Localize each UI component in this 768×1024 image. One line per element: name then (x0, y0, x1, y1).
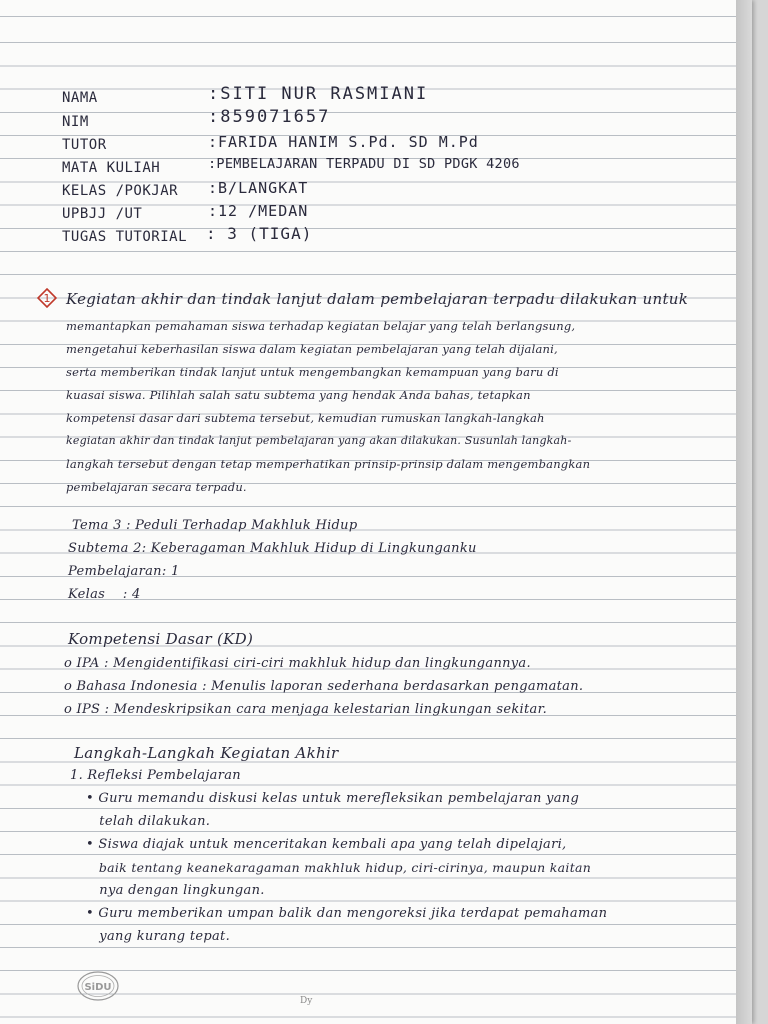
sidu-logo (76, 970, 120, 1002)
header-value-kelas-pokjar: :B/LANGKAT (208, 179, 309, 197)
question-line-2: memantapkan pemahaman siswa terhadap kegiatan belajar yang telah berlangsung, (66, 319, 576, 333)
header-value-tugas: : 3 (TIGA) (206, 224, 313, 243)
question-number-badge-icon (37, 288, 57, 308)
step-line-3: • Siswa diajak untuk menceritakan kembali apa yang telah dipelajari, (86, 837, 567, 852)
kd-item-ips: o IPS : Mendeskripsikan cara menjaga kelestarian lingkungan sekitar. (64, 702, 548, 717)
steps-title: Langkah-Langkah Kegiatan Akhir (74, 744, 339, 762)
header-label-kelas-pokjar: KELAS /POKJAR (62, 183, 179, 199)
question-line-5: kuasai siswa. Pilihlah salah satu subtema yang hendak Anda bahas, tetapkan (66, 388, 531, 402)
step-line-2: telah dilakukan. (86, 814, 211, 829)
header-label-nim: NIM (62, 114, 89, 130)
step-line-1: • Guru memandu diskusi kelas untuk merefleksikan pembelajaran yang (86, 791, 580, 806)
kd-item-bahasa: o Bahasa Indonesia : Menulis laporan sederhana berdasarkan pengamatan. (64, 679, 584, 694)
header-label-mata-kuliah: MATA KULIAH (62, 160, 161, 176)
question-line-3: mengetahui keberhasilan siswa dalam kegiatan pembelajaran yang telah dijalani, (66, 342, 558, 356)
question-line-7: kegiatan akhir dan tindak lanjut pembelajaran yang akan dilakukan. Susunlah langkah- (66, 434, 572, 447)
pembelajaran-line: Pembelajaran: 1 (68, 564, 180, 579)
header-value-upbjj: :12 /MEDAN (208, 202, 309, 220)
header-value-nim: :859071657 (208, 107, 331, 127)
step-line-5: nya dengan lingkungan. (86, 883, 265, 898)
tema-line: Tema 3 : Peduli Terhadap Makhluk Hidup (72, 518, 358, 533)
header-label-tugas: TUGAS TUTORIAL (62, 229, 188, 245)
kd-title: Kompetensi Dasar (KD) (68, 630, 254, 648)
logo-text: SiDU (84, 982, 112, 993)
question-line-6: kompetensi dasar dari subtema tersebut, kemudian rumuskan langkah-langkah (66, 411, 545, 425)
footer-mark: Dy (300, 996, 313, 1006)
header-label-nama: NAMA (62, 90, 98, 106)
question-line-8: langkah tersebut dengan tetap memperhatikan prinsip-prinsip dalam mengembangkan (66, 457, 591, 471)
step-line-6: • Guru memberikan umpan balik dan mengoreksi jika terdapat pemahaman (86, 906, 608, 921)
subtema-line: Subtema 2: Keberagaman Makhluk Hidup di Lingkunganku (68, 541, 477, 556)
page-edge (736, 0, 752, 1024)
step-line-7: yang kurang tepat. (86, 929, 231, 944)
header-label-upbjj: UPBJJ /UT (62, 206, 143, 222)
header-value-nama: :SITI NUR RASMIANI (208, 84, 429, 104)
question-line-1: Kegiatan akhir dan tindak lanjut dalam pembelajaran terpadu dilakukan untuk (66, 290, 689, 308)
header-label-tutor: TUTOR (62, 137, 107, 153)
steps-subtitle: 1. Refleksi Pembelajaran (70, 768, 241, 783)
step-line-4: baik tentang keanekaragaman makhluk hidup, ciri-cirinya, maupun kaitan (86, 860, 592, 875)
kelas-line: Kelas : 4 (68, 587, 141, 602)
header-value-mata-kuliah: :PEMBELAJARAN TERPADU DI SD PDGK 4206 (208, 156, 520, 172)
kd-item-ipa: o IPA : Mengidentifikasi ciri-ciri makhluk hidup dan lingkungannya. (64, 656, 531, 671)
question-line-9: pembelajaran secara terpadu. (66, 480, 247, 494)
question-number: 1 (43, 292, 51, 305)
question-line-4: serta memberikan tindak lanjut untuk mengembangkan kemampuan yang baru di (66, 365, 559, 379)
header-value-tutor: :FARIDA HANIM S.Pd. SD M.Pd (208, 133, 479, 151)
